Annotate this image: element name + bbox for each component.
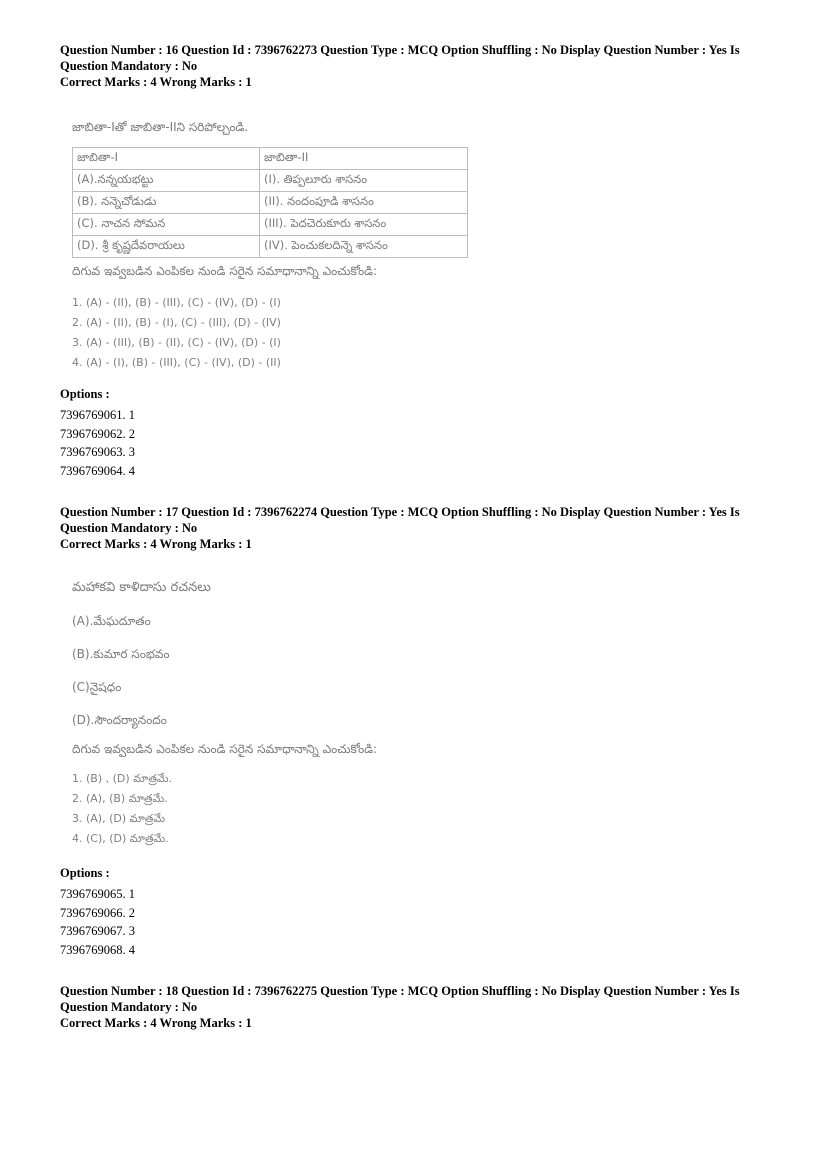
question-prompt: దిగువ ఇవ్వబడిన ఎంపికల నుండి సరైన సమాధానాన్ని ఎంచుకోండి: (72, 742, 378, 756)
list-item: (D).సౌందర్యానందం (72, 713, 167, 727)
match-table (72, 147, 468, 258)
option-item: 7396769061. 1 (60, 408, 135, 422)
option-item: 7396769068. 4 (60, 942, 135, 957)
table-cell: (D). శ్రీ కృష్ణదేవరాయలు (73, 236, 260, 258)
question-instruction: మహాకవి కాళిదాసు రచనలు (72, 580, 211, 595)
list-item: (C)నైషధం (72, 680, 122, 694)
question-16-header (60, 42, 760, 90)
options-label: Options : (60, 387, 110, 401)
option-item: 7396769066. 2 (60, 905, 135, 920)
question-prompt: దిగువ ఇవ్వబడిన ఎంపికల నుండి సరైన సమాధానాన్ని ఎంచుకోండి: (72, 264, 378, 278)
table-cell: (A).నన్నయభట్టు (73, 170, 260, 192)
question-17-options (60, 866, 760, 959)
table-cell: (C). నాచన సోమన (73, 214, 260, 236)
table-cell: (II). నందంపూడి శాసనం (260, 192, 468, 214)
question-17-body (72, 580, 377, 849)
choice-item: 4. (A) - (I), (B) - (III), (C) - (IV), (D) - (II) (72, 356, 281, 369)
options-label: Options : (60, 866, 110, 880)
list-item: (A).మేఘదూతం (72, 614, 151, 628)
option-item: 7396769067. 3 (60, 924, 135, 938)
choice-item: 2. (A) - (II), (B) - (I), (C) - (III), (D) - (IV) (72, 316, 281, 329)
table-header-cell: జాబితా-I (73, 148, 260, 170)
question-mandatory-line: Question Mandatory : No (60, 1000, 198, 1014)
question-instruction: జాబితా-Iతో జాబితా-IIని సరిపోల్చండి. (72, 120, 249, 134)
choice-item: 3. (A), (D) మాత్రమే (72, 812, 166, 825)
table-row (73, 236, 468, 258)
choice-item: 3. (A) - (III), (B) - (II), (C) - (IV), (D) - (I) (72, 336, 281, 349)
question-meta-line: Question Number : 17 Question Id : 7396762274 Question Type : MCQ Option Shuffling : No Display Question Number : Yes Is (60, 505, 740, 519)
table-row (73, 214, 468, 236)
table-cell: (I). తిప్పలూరు శాసనం (260, 170, 468, 192)
question-mandatory-line: Question Mandatory : No (60, 521, 198, 535)
option-item: 7396769062. 2 (60, 426, 135, 441)
marks-line: Correct Marks : 4 Wrong Marks : 1 (60, 537, 252, 551)
choice-item: 1. (A) - (II), (B) - (III), (C) - (IV), (D) - (I) (72, 296, 281, 309)
question-meta-line: Question Number : 18 Question Id : 7396762275 Question Type : MCQ Option Shuffling : No Display Question Number : Yes Is (60, 984, 740, 998)
question-17-header (60, 504, 760, 552)
table-header-cell: జాబితా-II (260, 148, 468, 170)
table-header-row (73, 148, 468, 170)
option-item: 7396769063. 3 (60, 445, 135, 459)
option-item: 7396769065. 1 (60, 887, 135, 901)
question-mandatory-line: Question Mandatory : No (60, 59, 198, 73)
question-16-options (60, 387, 760, 480)
table-row (73, 170, 468, 192)
table-cell: (III). పెదచెరుకూరు శాసనం (260, 214, 468, 236)
marks-line: Correct Marks : 4 Wrong Marks : 1 (60, 1016, 252, 1030)
choice-item: 4. (C), (D) మాత్రమే. (72, 832, 169, 845)
question-meta-line: Question Number : 16 Question Id : 7396762273 Question Type : MCQ Option Shuffling : No Display Question Number : Yes Is (60, 43, 740, 57)
table-cell: (B). నన్నెచోడుడు (73, 192, 260, 214)
option-item: 7396769064. 4 (60, 463, 135, 478)
question-18-header (60, 983, 760, 1031)
list-item: (B).కుమార సంభవం (72, 647, 170, 661)
choice-item: 2. (A), (B) మాత్రమే. (72, 792, 168, 805)
question-16-body (72, 120, 468, 373)
choice-item: 1. (B) , (D) మాత్రమే. (72, 772, 173, 785)
marks-line: Correct Marks : 4 Wrong Marks : 1 (60, 75, 252, 89)
table-row (73, 192, 468, 214)
table-cell: (IV). పెంచుకలదిన్నె శాసనం (260, 236, 468, 258)
